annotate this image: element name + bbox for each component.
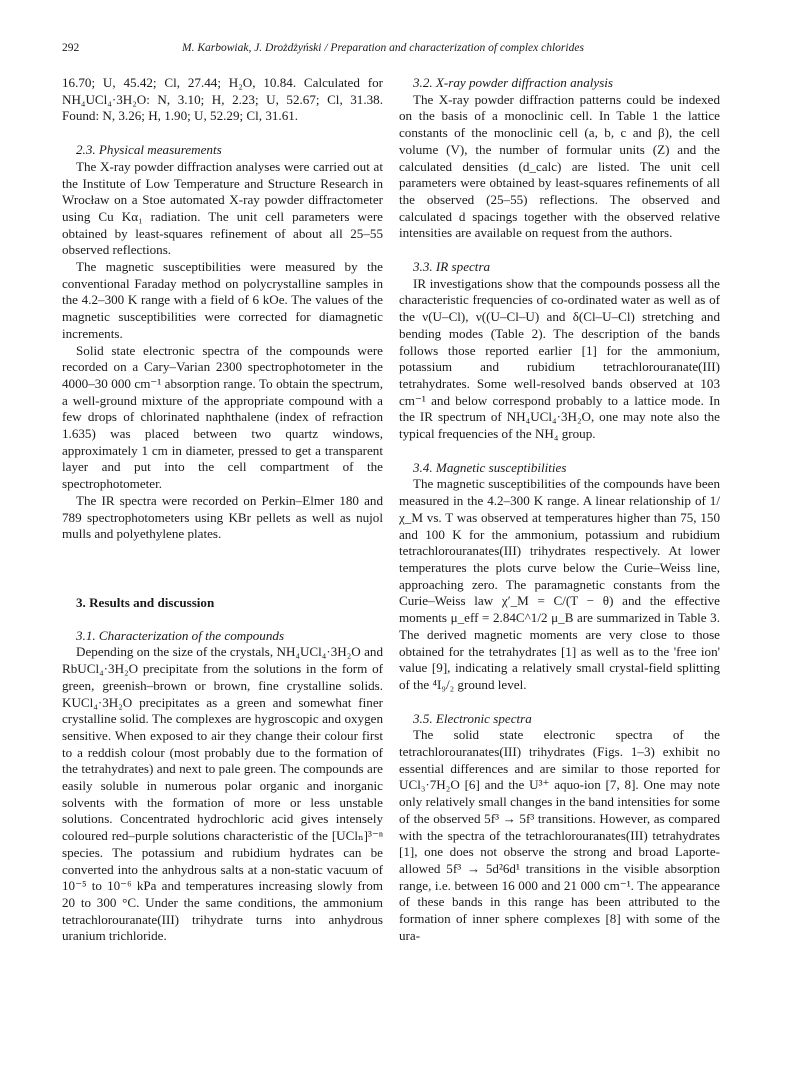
- section-3-2-heading: 3.2. X-ray powder diffraction analysis: [413, 75, 614, 90]
- section-3-5-heading: 3.5. Electronic spectra: [413, 710, 532, 726]
- electronic-method-paragraph: Solid state electronic spectra of the compounds were recorded on a Cary–Varian 2300 spectrophotometer in the 4000–30 000 cm⁻¹ absorption range. To obtain the spectrum, a well-ground mixture of the appropriate compound with a few drops of chlorinated naphthalene (index of refraction 1.635) was placed between two quartz windows, approximately 1 cm in diameter, pressed to get a transparent layer and put into the cell compartment of the spectrophotometer.: [62, 342, 383, 492]
- magnetic-results-paragraph: The magnetic susceptibilities of the compounds have been measured in the 4.2–300 K range. A linear relationship of 1/χ_M vs. T was observed at temperatures higher than 75, 150 and 100 K for the ammonium, potassium and rubidium tetrachlorouranates(III) trihydrates respectively. At lower temperatures the plots curve below the Curie–Weiss line, approaching zero. The paramagnetic constants from the Curie–Weiss law χ′_M = C/(T − θ) and the effective moments μ_eff = 2.84C^1/2 μ_B are summarized in Table 3. The derived magnetic moments are very close to those obtained for the tetrahydrates [1] as well as to the 'free ion' value [9], indicating a relatively small crystal-field splitting of the ⁴I₉/₂ ground level.: [399, 476, 720, 692]
- xray-method-paragraph: The X-ray powder diffraction analyses were carried out at the Institute of Low Temperature and Structure Research in Wrocław on a Stoe automated X-ray powder diffractometer using Cu Kα₁ radiation. The unit cell parameters were obtained by least-squares refinement of about all 25–55 observed reflections.: [62, 158, 383, 258]
- electronic-spectra-paragraph: The solid state electronic spectra of the tetrachlorouranates(III) trihydrates (Figs. 1–3) exhibit no essential differences and are similar to those reported for UCl₃·7H₂O [6] and the U³⁺ aquo-ion [7, 8]. One may note only relatively small changes in the band intensities for some of the observed 5f³ → 5f³ transitions. However, as compared with the spectra of the tetrachlorouranates(III) tetrahydrates [1], one does not observe the strong and broad Laporte-allowed 5f³ → 5d²6d¹ transitions in the visible absorption range, i.e. between 16 000 and 21 000 cm⁻¹. The appearance of these bands in this range has been attributed to the formation of inner sphere complexes [8] with some of the ura-: [399, 727, 720, 943]
- section-2-3-heading: 2.3. Physical measurements: [76, 142, 222, 158]
- page-number: 292: [62, 42, 80, 54]
- section-3-4-heading: 3.4. Magnetic susceptibilities: [413, 459, 567, 475]
- running-title: M. Karbowiak, J. Drożdżyński / Preparation and characterization of complex chlorides: [182, 42, 584, 54]
- left-column: [62, 75, 383, 945]
- elemental-analysis-text: 16.70; U, 45.42; Cl, 27.44; H₂O, 10.84. Calculated for NH₄UCl₄·3H₂O: N, 3.10; H, 2.23; U, 52.67; Cl, 31.38. Found: N, 3.26; H, 1.90; U, 52.29; Cl, 31.61.: [62, 75, 383, 124]
- section-3-heading: 3. Results and discussion: [76, 594, 215, 610]
- ir-method-paragraph: The IR spectra were recorded on Perkin–Elmer 180 and 789 spectrophotometers using KBr pellets as well as nujol mulls and polyethylene plates.: [62, 492, 383, 542]
- ir-spectra-paragraph: IR investigations show that the compounds possess all the characteristic frequencies of co-ordinated water as well as of the ν(U–Cl), ν((U–Cl–U) and δ(Cl–U–Cl) stretching and bending modes (Table 2). The description of the bands follows those reported earlier [1] for the ammonium, potassium and rubidium tetrachlorouranate(III) tetrahydrates. Some well-resolved bands observed at 103 cm⁻¹ and below correspond probably to a lattice mode. In the IR spectrum of NH₄UCl₄·3H₂O, one may note also the typical frequencies of the NH₄ group.: [399, 275, 720, 442]
- xray-analysis-paragraph: The X-ray powder diffraction patterns could be indexed on the basis of a monoclinic cell. In Table 1 the lattice constants of the monoclinic cell (a, b, c and β), the cell volume (V), the number of formular units (Z) and the calculated densities (d_calc) are listed. The unit cell parameters were obtained by least-squares refinements of all the observed (25–55) reflections. The observed and calculated d spacings together with the observed relative intensities are available on request from the authors.: [399, 91, 720, 241]
- section-3-3-heading: 3.3. IR spectra: [413, 259, 491, 275]
- right-column: [399, 75, 720, 944]
- magnetic-method-paragraph: The magnetic susceptibilities were measured by the conventional Faraday method on polycrystalline samples in the 4.2–300 K range with a field of 6 kOe. The values of the magnetic susceptibilities were corrected for diamagnetic increments.: [62, 259, 383, 341]
- page-header: [62, 40, 728, 58]
- characterization-paragraph: Depending on the size of the crystals, NH₄UCl₄·3H₂O and RbUCl₄·3H₂O precipitate from the solutions in the form of green, greenish–brown or brown, fine crystalline solids. KUCl₄·3H₂O precipitates as a green and somewhat finer crystalline solid. The complexes are hygroscopic and oxygen sensitive. When exposed to air they change their colour first to a reddish colour (most probably due to the formation of the tetrahydrates) and next to pale green. The compounds are easily soluble in numerous polar organic and inorganic solvents with the formation of more or less unstable solutions. Concentrated hydrochloric acid gives intensely coloured red–purple solutions characteristic of the [UClₙ]³⁻ⁿ species. The potassium and rubidium hydrates can be converted into the anhydrous salts at a non-static vacuum of 10⁻⁵ to 10⁻⁶ kPa and temperatures increasing slowly from 20 to 300 °C. Under the same conditions, the ammonium tetrachlorouranate(III) trihydrate turns into anhydrous uranium trichloride.: [62, 644, 383, 944]
- section-3-1-heading: 3.1. Characterization of the compounds: [76, 627, 285, 643]
